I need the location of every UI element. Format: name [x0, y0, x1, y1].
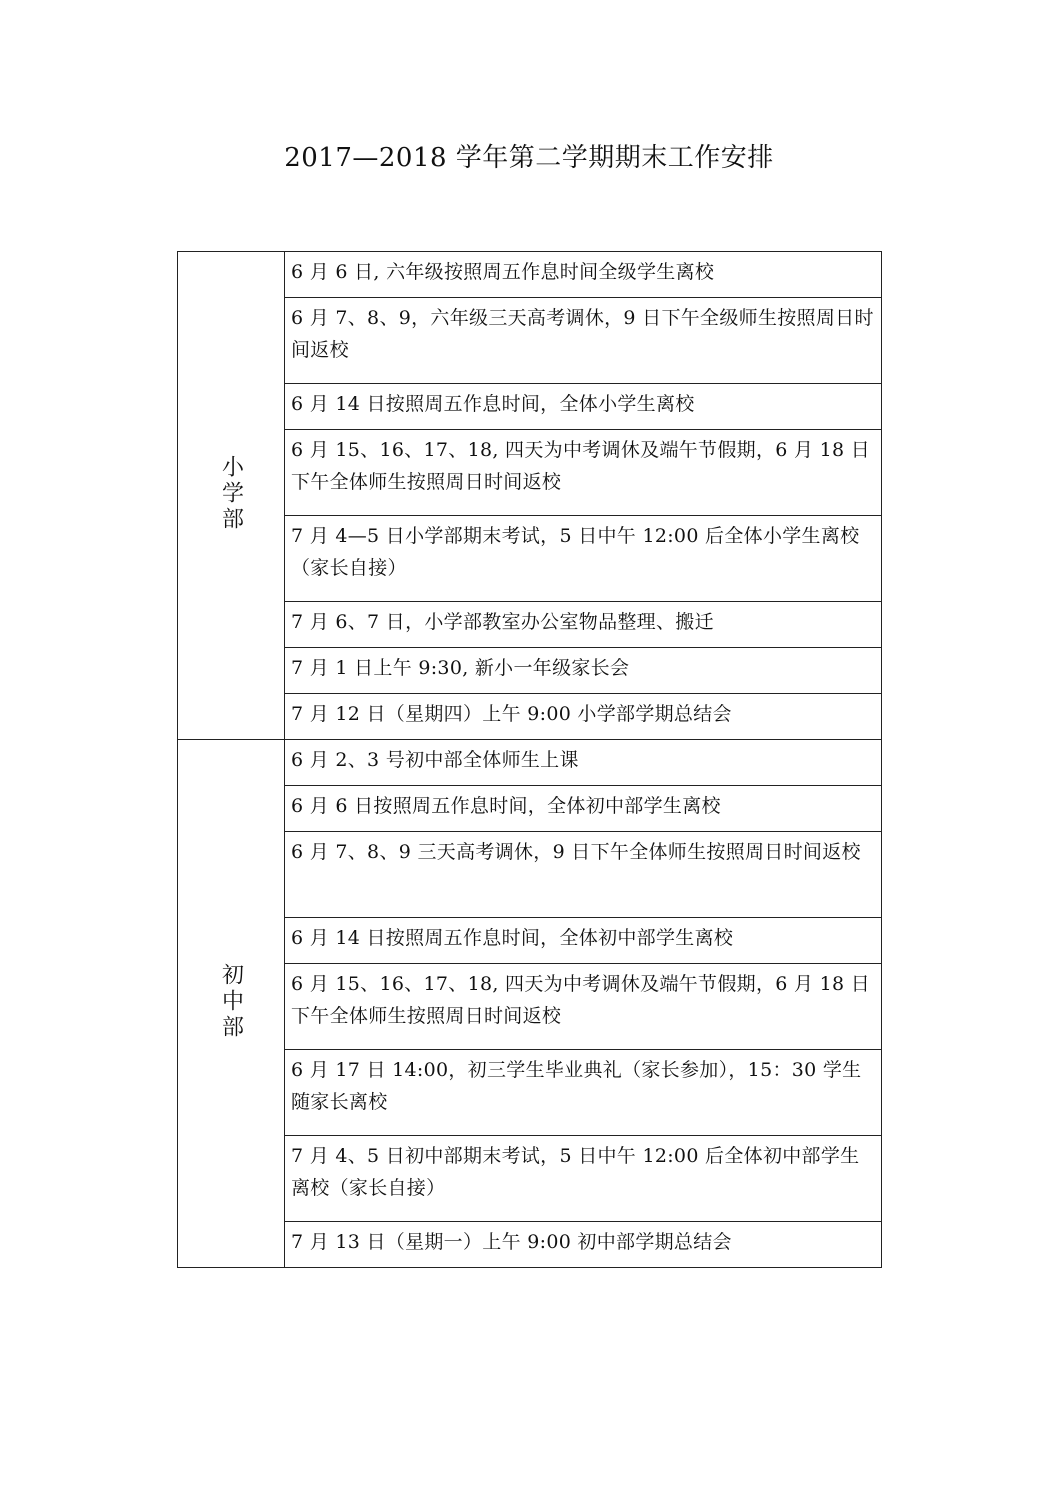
section-label-text: 小学部	[218, 454, 244, 533]
schedule-item: 6 月 14 日按照周五作息时间，全体初中部学生离校	[285, 918, 882, 964]
schedule-item: 7 月 4、5 日初中部期末考试，5 日中午 12:00 后全体初中部学生离校（家长自接）	[285, 1136, 882, 1222]
table-row	[178, 252, 882, 298]
section-label-text: 初中部	[218, 962, 244, 1041]
document-title: 2017—2018 学年第二学期期末工作安排	[284, 143, 774, 173]
schedule-item: 6 月 6 日, 六年级按照周五作息时间全级学生离校	[285, 252, 882, 298]
schedule-item: 7 月 6、7 日，小学部教室办公室物品整理、搬迁	[285, 602, 882, 648]
schedule-item: 6 月 14 日按照周五作息时间，全体小学生离校	[285, 384, 882, 430]
table-row	[178, 740, 882, 786]
schedule-item: 7 月 12 日（星期四）上午 9:00 小学部学期总结会	[285, 694, 882, 740]
schedule-item: 7 月 13 日（星期一）上午 9:00 初中部学期总结会	[285, 1222, 882, 1268]
section-label-primary	[178, 252, 285, 740]
schedule-item: 7 月 4—5 日小学部期末考试，5 日中午 12:00 后全体小学生离校（家长自接）	[285, 516, 882, 602]
schedule-item: 6 月 15、16、17、18, 四天为中考调休及端午节假期，6 月 18 日下午全体师生按照周日时间返校	[285, 430, 882, 516]
schedule-item: 6 月 7、8、9 三天高考调休，9 日下午全体师生按照周日时间返校	[285, 832, 882, 918]
schedule-item: 6 月 6 日按照周五作息时间，全体初中部学生离校	[285, 786, 882, 832]
schedule-table	[177, 251, 882, 1268]
schedule-item: 6 月 2、3 号初中部全体师生上课	[285, 740, 882, 786]
schedule-item: 7 月 1 日上午 9:30, 新小一年级家长会	[285, 648, 882, 694]
schedule-item: 6 月 7、8、9，六年级三天高考调休，9 日下午全级师生按照周日时间返校	[285, 298, 882, 384]
schedule-item: 6 月 17 日 14:00，初三学生毕业典礼（家长参加），15：30 学生随家长离校	[285, 1050, 882, 1136]
schedule-item: 6 月 15、16、17、18, 四天为中考调休及端午节假期，6 月 18 日下午全体师生按照周日时间返校	[285, 964, 882, 1050]
section-label-junior	[178, 740, 285, 1268]
